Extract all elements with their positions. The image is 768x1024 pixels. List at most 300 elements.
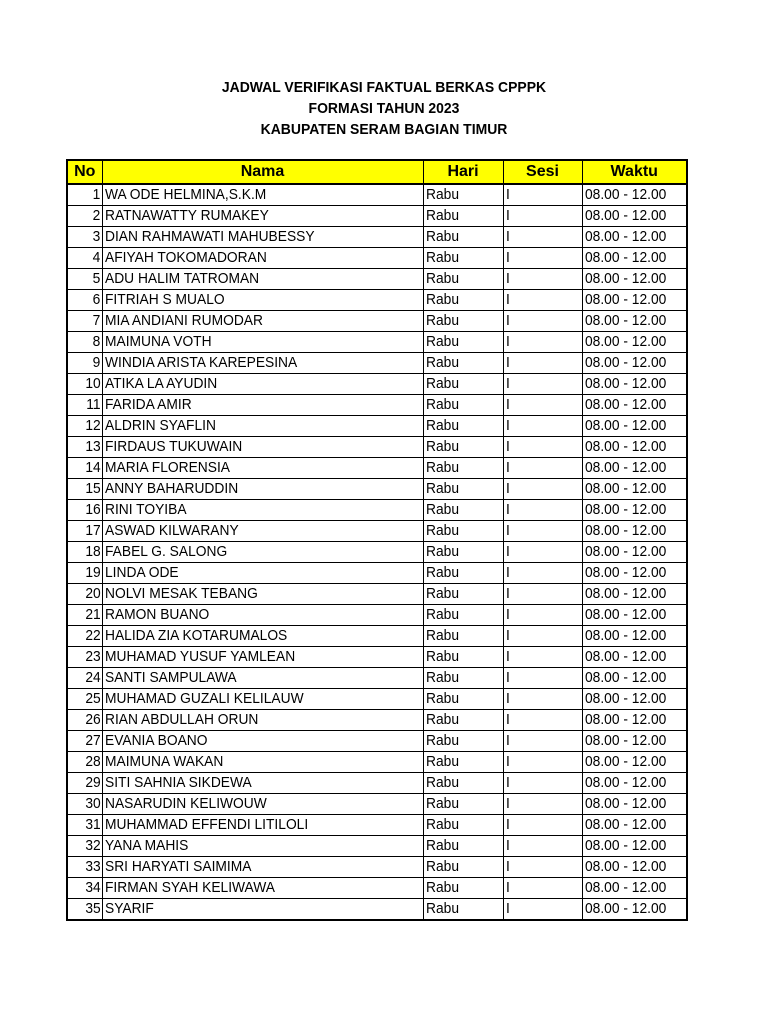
cell-hari (423, 395, 503, 416)
cell-hari (423, 311, 503, 332)
table-row (67, 184, 687, 206)
table-row (67, 458, 687, 479)
cell-nama-text: RAMON BUANO (104, 606, 209, 623)
cell-nama-text: SITI SAHNIA SIKDEWA (104, 774, 252, 791)
cell-no (67, 437, 102, 458)
table-row (67, 353, 687, 374)
cell-nama-text: FIRMAN SYAH KELIWAWA (104, 879, 275, 896)
cell-sesi-text: I (505, 627, 510, 644)
cell-no-text: 30 (85, 795, 101, 812)
cell-waktu-text: 08.00 - 12.00 (584, 816, 666, 833)
cell-nama (102, 269, 423, 290)
cell-sesi-text: I (505, 207, 510, 224)
cell-waktu (582, 857, 687, 878)
cell-sesi (503, 416, 582, 437)
cell-no-text: 17 (85, 522, 101, 539)
cell-sesi (503, 521, 582, 542)
cell-no (67, 899, 102, 921)
cell-nama-text: MUHAMAD GUZALI KELILAUW (104, 690, 304, 707)
cell-waktu-text: 08.00 - 12.00 (584, 585, 666, 602)
cell-hari (423, 899, 503, 921)
cell-sesi-text: I (505, 354, 510, 371)
cell-nama (102, 584, 423, 605)
cell-hari-text: Rabu (425, 333, 459, 350)
cell-nama-text: MAIMUNA VOTH (104, 333, 212, 350)
table-body (67, 184, 687, 920)
cell-nama (102, 794, 423, 815)
cell-waktu (582, 689, 687, 710)
cell-hari (423, 668, 503, 689)
cell-nama-text: MIA ANDIANI RUMODAR (104, 312, 263, 329)
cell-nama-text: RINI TOYIBA (104, 501, 187, 518)
cell-waktu-text: 08.00 - 12.00 (584, 438, 666, 455)
cell-sesi (503, 227, 582, 248)
cell-hari (423, 542, 503, 563)
cell-no-text: 35 (85, 900, 101, 917)
cell-sesi-text: I (505, 459, 510, 476)
cell-sesi-text: I (505, 606, 510, 623)
cell-sesi-text: I (505, 858, 510, 875)
cell-sesi-text: I (505, 564, 510, 581)
table-row (67, 542, 687, 563)
header-waktu: Waktu (582, 160, 687, 184)
cell-nama-text: ATIKA LA AYUDIN (104, 375, 217, 392)
cell-hari-text: Rabu (425, 564, 459, 581)
cell-waktu-text: 08.00 - 12.00 (584, 186, 666, 203)
cell-sesi (503, 731, 582, 752)
cell-waktu (582, 458, 687, 479)
cell-sesi (503, 248, 582, 269)
cell-sesi-text: I (505, 417, 510, 434)
cell-sesi (503, 500, 582, 521)
table-row (67, 710, 687, 731)
cell-sesi-text: I (505, 900, 510, 917)
cell-sesi-text: I (505, 753, 510, 770)
cell-hari (423, 878, 503, 899)
cell-hari (423, 794, 503, 815)
cell-nama-text: RATNAWATTY RUMAKEY (104, 207, 269, 224)
cell-nama (102, 710, 423, 731)
cell-nama (102, 248, 423, 269)
cell-nama (102, 184, 423, 206)
cell-sesi (503, 710, 582, 731)
cell-waktu (582, 836, 687, 857)
cell-hari-text: Rabu (425, 690, 459, 707)
cell-nama-text: ADU HALIM TATROMAN (104, 270, 259, 287)
cell-sesi-text: I (505, 837, 510, 854)
cell-hari-text: Rabu (425, 522, 459, 539)
cell-sesi-text: I (505, 879, 510, 896)
table-row (67, 479, 687, 500)
cell-no (67, 773, 102, 794)
cell-nama-text: MUHAMMAD EFFENDI LITILOLI (104, 816, 308, 833)
cell-waktu (582, 899, 687, 921)
document-title: JADWAL VERIFIKASI FAKTUAL BERKAS CPPPK (221, 79, 547, 96)
document-subtitle-formation: FORMASI TAHUN 2023 (308, 100, 460, 117)
table-row (67, 521, 687, 542)
cell-sesi (503, 794, 582, 815)
cell-no (67, 458, 102, 479)
cell-waktu-text: 08.00 - 12.00 (584, 333, 666, 350)
cell-hari-text: Rabu (425, 606, 459, 623)
cell-hari-text: Rabu (425, 459, 459, 476)
cell-waktu (582, 332, 687, 353)
table-row (67, 647, 687, 668)
cell-nama (102, 437, 423, 458)
cell-no (67, 689, 102, 710)
cell-hari (423, 227, 503, 248)
cell-hari-text: Rabu (425, 228, 459, 245)
cell-no-text: 9 (92, 354, 101, 371)
cell-no (67, 500, 102, 521)
cell-no-text: 10 (85, 375, 101, 392)
cell-hari (423, 500, 503, 521)
cell-no (67, 521, 102, 542)
cell-hari-text: Rabu (425, 795, 459, 812)
cell-no-text: 22 (85, 627, 101, 644)
table-row (67, 227, 687, 248)
cell-no-text: 13 (85, 438, 101, 455)
cell-no-text: 6 (92, 291, 101, 308)
cell-no-text: 32 (85, 837, 101, 854)
cell-hari (423, 521, 503, 542)
cell-waktu-text: 08.00 - 12.00 (584, 480, 666, 497)
cell-hari (423, 773, 503, 794)
cell-hari-text: Rabu (425, 858, 459, 875)
cell-hari-text: Rabu (425, 396, 459, 413)
cell-sesi (503, 563, 582, 584)
cell-nama-text: FABEL G. SALONG (104, 543, 227, 560)
cell-nama (102, 353, 423, 374)
cell-waktu (582, 269, 687, 290)
cell-no-text: 16 (85, 501, 101, 518)
cell-hari-text: Rabu (425, 312, 459, 329)
cell-no (67, 374, 102, 395)
cell-waktu (582, 563, 687, 584)
cell-waktu-text: 08.00 - 12.00 (584, 627, 666, 644)
cell-sesi-text: I (505, 543, 510, 560)
table-row (67, 794, 687, 815)
cell-waktu-text: 08.00 - 12.00 (584, 501, 666, 518)
cell-waktu (582, 437, 687, 458)
cell-nama-text: WINDIA ARISTA KAREPESINA (104, 354, 297, 371)
cell-sesi (503, 311, 582, 332)
cell-nama (102, 395, 423, 416)
cell-waktu (582, 248, 687, 269)
cell-nama-text: ALDRIN SYAFLIN (104, 417, 216, 434)
cell-nama-text: SANTI SAMPULAWA (104, 669, 237, 686)
header-hari: Hari (423, 160, 503, 184)
cell-no (67, 353, 102, 374)
cell-no (67, 857, 102, 878)
cell-hari (423, 689, 503, 710)
cell-waktu (582, 647, 687, 668)
cell-sesi-text: I (505, 396, 510, 413)
cell-no (67, 752, 102, 773)
table-row (67, 563, 687, 584)
cell-waktu-text: 08.00 - 12.00 (584, 543, 666, 560)
cell-hari-text: Rabu (425, 438, 459, 455)
cell-sesi (503, 184, 582, 206)
cell-waktu (582, 184, 687, 206)
cell-sesi-text: I (505, 648, 510, 665)
cell-no (67, 290, 102, 311)
cell-waktu (582, 878, 687, 899)
cell-sesi (503, 647, 582, 668)
cell-waktu-text: 08.00 - 12.00 (584, 375, 666, 392)
cell-waktu (582, 668, 687, 689)
cell-waktu (582, 710, 687, 731)
cell-hari-text: Rabu (425, 270, 459, 287)
cell-sesi (503, 353, 582, 374)
cell-nama-text: YANA MAHIS (104, 837, 188, 854)
cell-waktu-text: 08.00 - 12.00 (584, 207, 666, 224)
table-row (67, 206, 687, 227)
cell-sesi-text: I (505, 333, 510, 350)
cell-waktu (582, 416, 687, 437)
cell-nama-text: FIRDAUS TUKUWAIN (104, 438, 242, 455)
cell-nama-text: DIAN RAHMAWATI MAHUBESSY (104, 228, 315, 245)
cell-no (67, 584, 102, 605)
table-row (67, 689, 687, 710)
cell-nama-text: SYARIF (104, 900, 154, 917)
cell-hari-text: Rabu (425, 417, 459, 434)
table-header (67, 160, 687, 184)
header-sesi: Sesi (503, 160, 582, 184)
cell-nama-text: ASWAD KILWARANY (104, 522, 239, 539)
cell-nama-text: ANNY BAHARUDDIN (104, 480, 238, 497)
cell-nama (102, 458, 423, 479)
cell-waktu (582, 227, 687, 248)
cell-sesi-text: I (505, 501, 510, 518)
cell-sesi (503, 626, 582, 647)
cell-no (67, 269, 102, 290)
cell-sesi (503, 752, 582, 773)
cell-nama (102, 878, 423, 899)
cell-sesi (503, 584, 582, 605)
schedule-table (66, 159, 688, 921)
cell-nama (102, 731, 423, 752)
cell-no-text: 3 (92, 228, 101, 245)
cell-nama (102, 605, 423, 626)
cell-nama-text: MAIMUNA WAKAN (104, 753, 223, 770)
cell-waktu-text: 08.00 - 12.00 (584, 417, 666, 434)
cell-hari (423, 836, 503, 857)
cell-sesi (503, 857, 582, 878)
cell-no (67, 479, 102, 500)
cell-sesi-text: I (505, 711, 510, 728)
cell-sesi (503, 458, 582, 479)
cell-waktu (582, 626, 687, 647)
cell-waktu-text: 08.00 - 12.00 (584, 606, 666, 623)
cell-no-text: 5 (92, 270, 101, 287)
cell-waktu-text: 08.00 - 12.00 (584, 270, 666, 287)
cell-hari (423, 269, 503, 290)
cell-waktu-text: 08.00 - 12.00 (584, 459, 666, 476)
table-row (67, 311, 687, 332)
cell-no-text: 11 (86, 396, 101, 413)
cell-sesi-text: I (505, 816, 510, 833)
cell-sesi-text: I (505, 480, 510, 497)
cell-no-text: 8 (92, 333, 101, 350)
cell-nama (102, 836, 423, 857)
cell-sesi (503, 605, 582, 626)
cell-hari-text: Rabu (425, 543, 459, 560)
table-row (67, 752, 687, 773)
cell-no (67, 710, 102, 731)
cell-hari (423, 374, 503, 395)
cell-waktu (582, 290, 687, 311)
cell-waktu-text: 08.00 - 12.00 (584, 228, 666, 245)
cell-no-text: 14 (85, 459, 101, 476)
cell-hari (423, 605, 503, 626)
cell-hari-text: Rabu (425, 837, 459, 854)
cell-waktu (582, 311, 687, 332)
cell-hari-text: Rabu (425, 711, 459, 728)
cell-sesi (503, 290, 582, 311)
cell-nama-text: WA ODE HELMINA,S.K.M (104, 186, 266, 203)
cell-sesi-text: I (505, 795, 510, 812)
cell-no-text: 1 (92, 186, 101, 203)
cell-hari-text: Rabu (425, 900, 459, 917)
cell-waktu (582, 815, 687, 836)
cell-hari-text: Rabu (425, 627, 459, 644)
cell-hari (423, 332, 503, 353)
cell-waktu-text: 08.00 - 12.00 (584, 837, 666, 854)
cell-hari-text: Rabu (425, 816, 459, 833)
cell-sesi-text: I (505, 249, 510, 266)
cell-waktu-text: 08.00 - 12.00 (584, 291, 666, 308)
cell-waktu-text: 08.00 - 12.00 (584, 669, 666, 686)
cell-waktu (582, 794, 687, 815)
cell-hari-text: Rabu (425, 354, 459, 371)
cell-no (67, 416, 102, 437)
cell-sesi (503, 878, 582, 899)
table-row (67, 290, 687, 311)
cell-hari (423, 458, 503, 479)
cell-sesi (503, 395, 582, 416)
cell-nama-text: NOLVI MESAK TEBANG (104, 585, 258, 602)
cell-nama (102, 563, 423, 584)
cell-no-text: 25 (85, 690, 101, 707)
cell-no (67, 731, 102, 752)
cell-nama (102, 668, 423, 689)
cell-waktu-text: 08.00 - 12.00 (584, 354, 666, 371)
cell-no (67, 626, 102, 647)
cell-sesi (503, 374, 582, 395)
cell-hari-text: Rabu (425, 774, 459, 791)
cell-no (67, 206, 102, 227)
cell-no-text: 29 (85, 774, 101, 791)
cell-sesi (503, 689, 582, 710)
cell-waktu-text: 08.00 - 12.00 (584, 732, 666, 749)
cell-no-text: 4 (92, 249, 101, 266)
cell-waktu (582, 605, 687, 626)
cell-sesi-text: I (505, 585, 510, 602)
cell-hari-text: Rabu (425, 732, 459, 749)
cell-waktu (582, 374, 687, 395)
cell-hari (423, 626, 503, 647)
cell-no (67, 605, 102, 626)
cell-waktu (582, 395, 687, 416)
cell-no-text: 12 (85, 417, 101, 434)
cell-no (67, 395, 102, 416)
cell-waktu (582, 731, 687, 752)
table-row (67, 836, 687, 857)
cell-nama-text: HALIDA ZIA KOTARUMALOS (104, 627, 287, 644)
cell-sesi-text: I (505, 669, 510, 686)
cell-nama-text: NASARUDIN KELIWOUW (104, 795, 267, 812)
cell-sesi-text: I (505, 291, 510, 308)
cell-sesi-text: I (505, 522, 510, 539)
cell-no-text: 26 (85, 711, 101, 728)
cell-no (67, 815, 102, 836)
table-row (67, 332, 687, 353)
cell-sesi (503, 668, 582, 689)
cell-waktu-text: 08.00 - 12.00 (584, 774, 666, 791)
cell-sesi-text: I (505, 270, 510, 287)
cell-no-text: 34 (85, 879, 101, 896)
cell-nama (102, 815, 423, 836)
cell-no (67, 563, 102, 584)
cell-waktu-text: 08.00 - 12.00 (584, 690, 666, 707)
header-nama: Nama (102, 160, 423, 184)
cell-waktu-text: 08.00 - 12.00 (584, 249, 666, 266)
cell-no (67, 542, 102, 563)
cell-hari-text: Rabu (425, 501, 459, 518)
cell-waktu-text: 08.00 - 12.00 (584, 711, 666, 728)
cell-no (67, 248, 102, 269)
cell-sesi (503, 269, 582, 290)
cell-waktu (582, 542, 687, 563)
cell-waktu (582, 479, 687, 500)
cell-nama (102, 752, 423, 773)
cell-waktu (582, 353, 687, 374)
table-row (67, 269, 687, 290)
document-subtitle-region: KABUPATEN SERAM BAGIAN TIMUR (260, 121, 508, 138)
cell-nama-text: SRI HARYATI SAIMIMA (104, 858, 251, 875)
table-row (67, 878, 687, 899)
cell-sesi (503, 815, 582, 836)
cell-waktu-text: 08.00 - 12.00 (584, 858, 666, 875)
table-row (67, 815, 687, 836)
cell-no-text: 31 (85, 816, 101, 833)
cell-nama (102, 227, 423, 248)
cell-no (67, 227, 102, 248)
table-row (67, 731, 687, 752)
cell-nama (102, 500, 423, 521)
table-row (67, 437, 687, 458)
cell-waktu-text: 08.00 - 12.00 (584, 312, 666, 329)
cell-hari (423, 479, 503, 500)
cell-nama (102, 773, 423, 794)
cell-hari-text: Rabu (425, 207, 459, 224)
table-row (67, 626, 687, 647)
cell-hari (423, 710, 503, 731)
cell-sesi-text: I (505, 438, 510, 455)
cell-nama (102, 626, 423, 647)
cell-hari-text: Rabu (425, 879, 459, 896)
cell-sesi (503, 206, 582, 227)
cell-hari (423, 290, 503, 311)
cell-nama (102, 206, 423, 227)
cell-no (67, 647, 102, 668)
cell-hari (423, 248, 503, 269)
cell-no-text: 24 (85, 669, 101, 686)
cell-sesi-text: I (505, 312, 510, 329)
cell-hari-text: Rabu (425, 648, 459, 665)
cell-sesi-text: I (505, 228, 510, 245)
